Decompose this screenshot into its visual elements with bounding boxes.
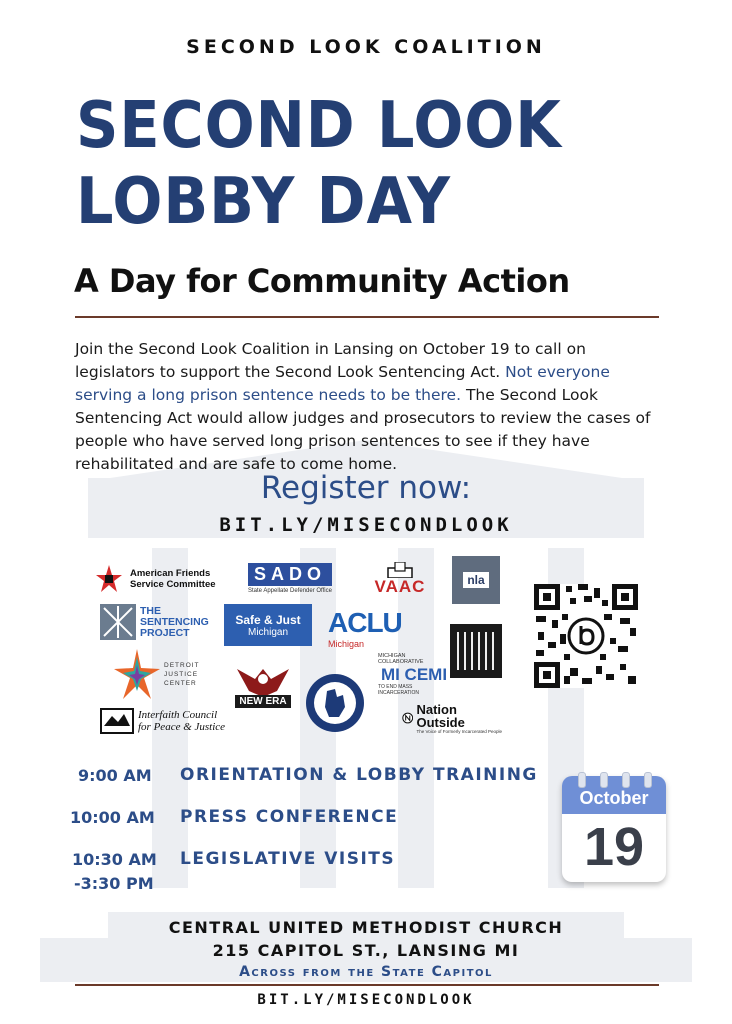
intro-text-2: The Second Look Sentencing Act would allow judges and prosecutors to review the cases of people who have served long prison sentences to see if they have rehabilitated and are safe to come home.: [75, 386, 651, 473]
venue-note: Across from the State Capitol: [239, 964, 493, 980]
nla-text: nla: [463, 572, 488, 588]
intro-paragraph: [75, 338, 665, 476]
mi-cemi-main: MI CEMI: [380, 664, 448, 684]
safe-line-1: Safe & Just: [235, 612, 301, 627]
schedule-event-3: LEGISLATIVE VISITS: [180, 849, 396, 869]
footer-link[interactable]: BIT.LY/MISECONDLOOK: [257, 992, 475, 1008]
vaac-logo: [368, 556, 432, 602]
mi-cemi-sub: TO END MASS INCARCERATION: [378, 683, 420, 696]
calendar-ring-4: [644, 772, 652, 788]
register-label: Register now:: [260, 470, 472, 506]
djc-star-icon: [114, 649, 160, 699]
detroit-justice-center-logo: [114, 648, 214, 700]
interfaith-council-logo: [100, 704, 240, 738]
calendar-icon: [562, 776, 666, 882]
djc-line-1: DETROIT: [164, 661, 200, 669]
afsc-logo: [94, 562, 234, 596]
headline-line-2: LOBBY DAY: [76, 165, 451, 239]
mi-cemi-logo: [378, 654, 450, 694]
qr-code[interactable]: [534, 584, 638, 688]
divider-top: [75, 316, 659, 318]
afsc-star-icon: [94, 564, 124, 594]
schedule-time-2: 10:00 AM: [70, 808, 155, 827]
nation-outside-logo: [402, 698, 502, 738]
interfaith-line-2: for Peace & Justice: [138, 721, 226, 733]
nation-line-2: Outside: [416, 714, 465, 730]
schedule-time-1: 9:00 AM: [78, 766, 152, 785]
sado-sub: State Appellate Defender Office: [248, 587, 332, 594]
sentencing-line-2: SENTENCING: [140, 615, 209, 628]
interfaith-line-1: Interfaith Council: [138, 709, 218, 721]
vaac-text: VAAC: [374, 577, 426, 596]
nla-logo: [452, 556, 500, 604]
calendar-ring-3: [622, 772, 630, 788]
divider-bottom: [75, 984, 659, 986]
qr-code-icon: [534, 584, 638, 688]
citizens-prison-reform-logo: [450, 624, 502, 678]
safe-and-just-logo: [224, 604, 312, 646]
venue-address: 215 CAPITOL ST., LANSING MI: [212, 941, 520, 960]
headline: [76, 88, 562, 240]
sentencing-project-logo: [100, 602, 220, 642]
sentencing-grid-icon: [100, 604, 136, 640]
eagle-icon: [235, 665, 291, 699]
venue-name: CENTRAL UNITED METHODIST CHURCH: [168, 918, 564, 937]
michigan-seal-icon: [305, 673, 365, 733]
interfaith-emblem-icon: [100, 708, 134, 734]
afsc-line-2: Service Committee: [130, 579, 216, 590]
calendar-ring-1: [578, 772, 586, 788]
nation-outside-n-icon: [402, 704, 413, 732]
new-era-logo: [234, 658, 292, 714]
calendar-day: 19: [583, 817, 645, 877]
sentencing-line-1: THE: [140, 604, 161, 617]
nation-sub: The Voice of Formerly Incarcerated People: [416, 728, 502, 734]
calendar-month: October: [562, 776, 666, 814]
michigan-justice-circle-logo: [304, 672, 366, 734]
sentencing-line-3: PROJECT: [140, 626, 190, 639]
schedule-event-2: PRESS CONFERENCE: [180, 807, 399, 827]
prison-bars-icon: [454, 630, 498, 672]
safe-line-2: Michigan: [247, 626, 289, 638]
org-title: SECOND LOOK COALITION: [186, 36, 546, 58]
aclu-logo: [328, 606, 406, 652]
sado-main: SADO: [248, 563, 332, 586]
djc-line-2: JUSTICE: [164, 670, 199, 678]
schedule-time-3-end: -3:30 PM: [74, 874, 154, 893]
afsc-line-1: American Friends: [130, 568, 211, 579]
calendar-ring-2: [600, 772, 608, 788]
subheadline: A Day for Community Action: [74, 262, 570, 300]
register-link[interactable]: BIT.LY/MISECONDLOOK: [219, 514, 513, 536]
mi-cemi-top: MICHIGAN COLLABORATIVE: [378, 652, 424, 665]
intro-highlight: Not everyone serving a long prison sentence needs to be there.: [75, 363, 610, 404]
djc-line-3: CENTER: [164, 679, 197, 687]
aclu-sub: Michigan: [328, 639, 365, 649]
intro-text-1: Join the Second Look Coalition in Lansing on October 19 to call on legislators to support the Second Look Sentencing Act.: [75, 340, 586, 381]
aclu-main: ACLU: [328, 607, 402, 638]
headline-line-1: SECOND LOOK: [76, 89, 562, 163]
schedule-time-3: 10:30 AM: [72, 850, 157, 869]
schedule-event-1: ORIENTATION & LOBBY TRAINING: [180, 765, 538, 785]
new-era-text: NEW ERA: [235, 695, 290, 708]
sado-logo: [248, 558, 344, 598]
ballot-box-icon: [386, 562, 414, 578]
nation-line-1: Nation: [416, 701, 457, 717]
